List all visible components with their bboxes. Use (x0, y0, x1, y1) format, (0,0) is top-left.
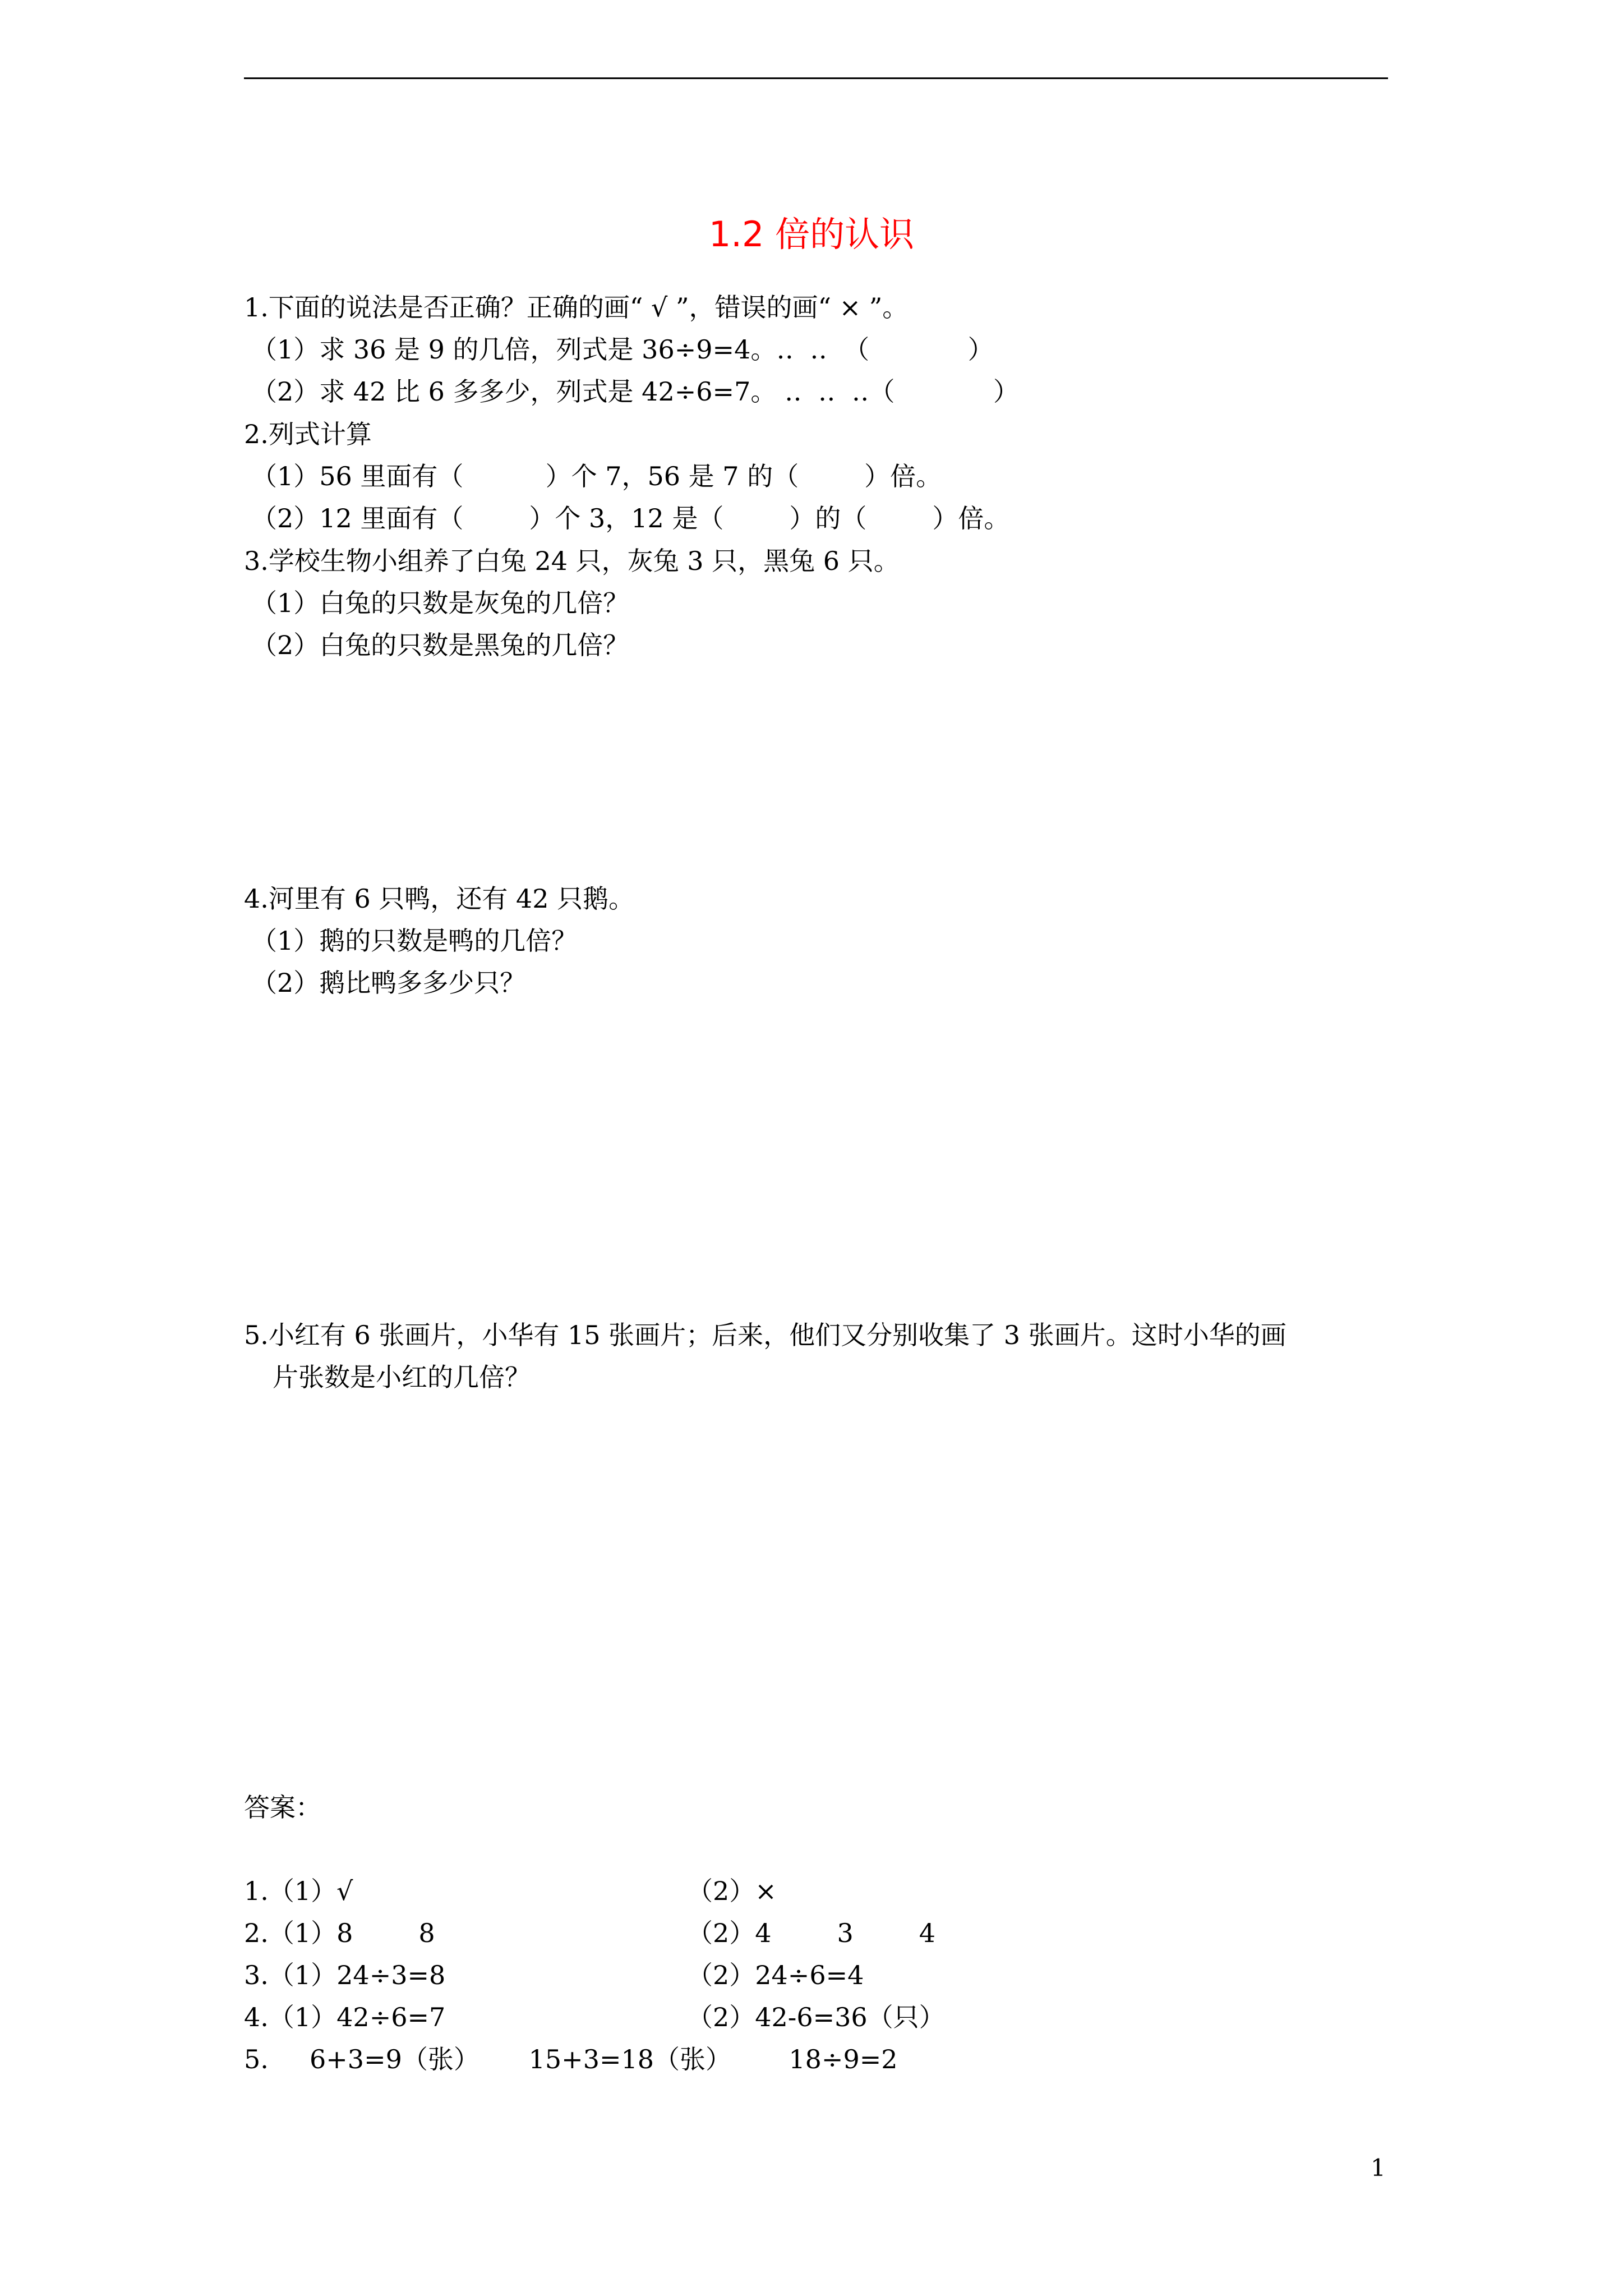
question-1-stem: 1.下面的说法是否正确？正确的画“ √ ”，错误的画“ × ”。 (244, 292, 909, 323)
answer-1-left: 1.（1）√ (244, 1876, 353, 1906)
question-2-item-1: （1）56 里面有（ ）个 7，56 是 7 的（ ）倍。 (251, 461, 942, 491)
question-4-stem: 4.河里有 6 只鸭，还有 42 只鹅。 (244, 884, 635, 914)
question-4-item-2: （2）鹅比鸭多多少只？ (251, 968, 526, 998)
answer-4-right: （2）42-6=36（只） (687, 2002, 945, 2032)
answer-1-right: （2）× (687, 1876, 777, 1906)
question-5-stem-line-2: 片张数是小红的几倍？ (273, 1362, 531, 1392)
answer-2-left: 2.（1）8 8 (244, 1918, 435, 1948)
answer-3-left: 3.（1）24÷3=8 (244, 1960, 446, 1990)
page-number: 1 (1371, 2154, 1386, 2182)
question-3-stem: 3.学校生物小组养了白兔 24 只，灰兔 3 只，黑兔 6 只。 (244, 546, 900, 576)
answer-4-left: 4.（1）42÷6=7 (244, 2002, 446, 2032)
question-4-item-1: （1）鹅的只数是鸭的几倍？ (251, 926, 578, 956)
question-3-item-1: （1）白兔的只数是灰兔的几倍？ (251, 588, 629, 618)
question-1-item-1: （1）求 36 是 9 的几倍，列式是 36÷9=4。‥ ‥ （ ） (251, 334, 994, 365)
answer-2-right: （2）4 3 4 (687, 1918, 936, 1948)
question-2-stem: 2.列式计算 (244, 419, 372, 449)
question-5-stem-line-1: 5.小红有 6 张画片，小华有 15 张画片；后来，他们又分别收集了 3 张画片。这时小华的画 (244, 1320, 1287, 1350)
worksheet-title: 1.2 倍的认识 (708, 214, 915, 255)
answers-heading: 答案： (244, 1792, 321, 1823)
question-3-item-2: （2）白兔的只数是黑兔的几倍？ (251, 630, 629, 660)
header-rule (244, 77, 1388, 79)
question-2-item-2: （2）12 里面有（ ）个 3，12 是（ ）的（ ）倍。 (251, 503, 1010, 533)
question-1-item-2: （2）求 42 比 6 多多少，列式是 42÷6=7。 ‥ ‥ ‥（ ） (251, 376, 1019, 407)
answer-5: 5. 6+3=9（张） 15+3=18（张） 18÷9=2 (244, 2044, 898, 2074)
answer-3-right: （2）24÷6=4 (687, 1960, 864, 1990)
